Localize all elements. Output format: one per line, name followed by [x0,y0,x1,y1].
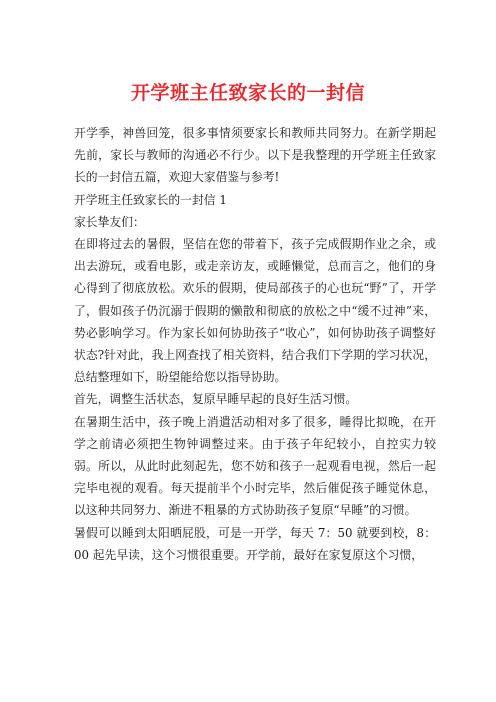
paragraph-first-point: 首先，调整生活状态，复原早睡早起的良好生活习惯。 [74,392,358,407]
paragraph-school-time: 暑假可以睡到太阳晒屁股，可是一开学，每天 7：50 就要到校，8：00 起先早读，这个习惯很重要。开学前，最好在家复原这个习惯， [74,525,436,562]
paragraph-sleep-schedule: 在暑期生活中，孩子晚上消遣活动相对多了很多，睡得比拟晚，在开学之前请必须把生物钟调整过来。由于孩子年纪较小，自控实力较弱。所以，从此时此刻起先，您不妨和孩子一起观看电视，然后一起完毕电视的观看。每天提前半个小时完毕，然后催促孩子睡觉休息，以这种共同努力、渐进不粗暴的方式协助孩子复原“早睡”的习惯。 [74,414,436,518]
salutation: 家长挚友们： [74,214,145,229]
paragraph-intro: 开学季，神兽回笼，很多事情须要家长和教师共同努力。在新学期起先前，家长与教师的沟通必不行少。以下是我整理的开学班主任致家长的一封信五篇，欢迎大家借鉴与参考! [74,126,436,185]
document-body [74,122,436,566]
paragraph-vacation: 在即将过去的暑假，坚信在您的带着下，孩子完成假期作业之余，或出去游玩，或看电影，或走亲访友，或睡懒觉，总而言之，他们的身心得到了彻底放松。欢乐的假期，使局部孩子的心也玩“野”了，开学了，假如孩子仍沉溺于假期的懒散和彻底的放松之中“缓不过神”来，势必影响学习。作为家长如何协助孩子“收心”，如何协助孩子调整好状态?针对此，我上网查找了相关资料，结合我们下学期的学习状况，总结整理如下，盼望能给您以指导协助。 [74,237,436,385]
document-title: 开学班主任致家长的一封信 [130,82,365,104]
letter-heading: 开学班主任致家长的一封信 1 [74,192,227,207]
